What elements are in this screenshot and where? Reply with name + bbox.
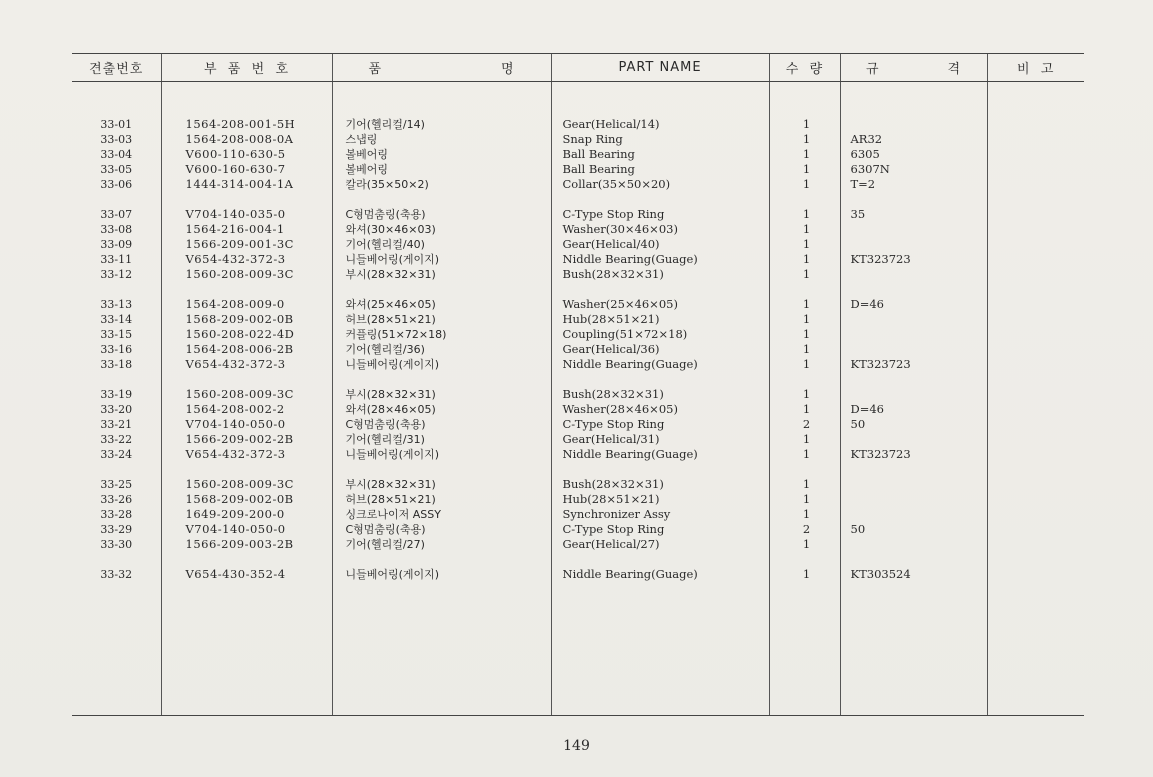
qty-cell: 1: [802, 327, 811, 341]
spec-cell: KT323723: [850, 252, 911, 266]
kor-cell: 니들베어링(게이지): [345, 358, 440, 371]
code-cell: 33-11: [100, 253, 133, 266]
part-cell: 1566-209-003-2B: [185, 537, 294, 551]
header-index-no: 견출번호: [72, 54, 161, 82]
eng-cell: Gear(Helical/40): [562, 237, 660, 251]
spec-cell: KT323723: [850, 447, 911, 461]
spec-cell: [841, 537, 987, 552]
spec-cell: [841, 342, 987, 357]
spec-cell: KT323723: [850, 357, 911, 371]
eng-cell: Gear(Helical/31): [562, 432, 660, 446]
group-spacer: [162, 372, 332, 387]
part-cell: V704-140-035-0: [185, 207, 286, 221]
part-cell: 1564-208-008-0A: [185, 132, 294, 146]
qty-cell: 1: [802, 297, 811, 311]
qty-cell: 1: [802, 177, 811, 191]
kor-cell: 니들베어링(게이지): [345, 448, 440, 461]
code-cell: 33-12: [100, 268, 133, 281]
code-cell: 33-22: [100, 433, 133, 446]
spec-cell: [841, 507, 987, 522]
group-spacer: [333, 552, 551, 567]
eng-cell: Bush(28×32×31): [562, 477, 664, 491]
table-body-row: [72, 82, 1084, 716]
kor-cell: 허브(28×51×21): [345, 493, 436, 506]
code-cell: 33-01: [100, 118, 133, 131]
eng-cell: Ball Bearing: [562, 162, 635, 176]
group-spacer: [770, 192, 840, 207]
eng-cell: C-Type Stop Ring: [562, 207, 665, 221]
eng-cell: Snap Ring: [562, 132, 623, 146]
eng-cell: Bush(28×32×31): [562, 387, 664, 401]
kor-cell: 부시(28×32×31): [345, 388, 436, 401]
part-cell: 1649-209-200-0: [185, 507, 285, 521]
eng-cell: Coupling(51×72×18): [562, 327, 688, 341]
group-spacer: [333, 372, 551, 387]
code-cell: 33-15: [100, 328, 133, 341]
qty-cell: 1: [802, 252, 811, 266]
eng-cell: Hub(28×51×21): [562, 312, 660, 326]
group-spacer: [333, 282, 551, 297]
qty-cell: 1: [802, 237, 811, 251]
kor-cell: 볼베어링: [345, 163, 389, 176]
kor-cell: 와셔(28×46×05): [345, 403, 436, 416]
group-spacer: [162, 282, 332, 297]
spec-cell: 6305: [850, 147, 880, 161]
spec-cell: 35: [850, 207, 866, 221]
group-spacer: [552, 282, 769, 297]
group-spacer: [72, 282, 161, 297]
header-korean-name: [332, 54, 551, 82]
eng-cell: Bush(28×32×31): [562, 267, 664, 281]
group-spacer: [162, 192, 332, 207]
code-cell: 33-19: [100, 388, 133, 401]
group-spacer: [841, 372, 987, 387]
kor-cell: 기어(헬리컬/40): [345, 238, 425, 251]
code-cell: 33-26: [100, 493, 133, 506]
group-spacer: [841, 552, 987, 567]
qty-cell: 1: [802, 567, 811, 581]
qty-cell: 1: [802, 432, 811, 446]
code-cell: 33-25: [100, 478, 133, 491]
qty-cell: 1: [802, 132, 811, 146]
group-spacer: [841, 282, 987, 297]
eng-cell: Washer(28×46×05): [562, 402, 678, 416]
code-cell: 33-21: [100, 418, 133, 431]
part-cell: 1560-208-009-3C: [185, 387, 294, 401]
qty-cell: 1: [802, 477, 811, 491]
part-cell: V654-432-372-3: [185, 252, 286, 266]
spec-cell: [841, 477, 987, 492]
code-cell: 33-14: [100, 313, 133, 326]
part-cell: 1566-209-002-2B: [185, 432, 294, 446]
eng-cell: Gear(Helical/36): [562, 342, 660, 356]
qty-cell: 1: [802, 222, 811, 236]
group-spacer: [552, 552, 769, 567]
qty-cell: 1: [802, 387, 811, 401]
kor-cell: 커플링(51×72×18): [345, 328, 447, 341]
spec-cell: [841, 432, 987, 447]
code-cell: 33-16: [100, 343, 133, 356]
part-cell: V654-430-352-4: [185, 567, 286, 581]
spec-cell: [841, 387, 987, 402]
part-cell: V654-432-372-3: [185, 447, 286, 461]
code-cell: 33-08: [100, 223, 133, 236]
spec-cell: [841, 237, 987, 252]
kor-cell: C형멈춤링(축용): [345, 208, 426, 221]
part-cell: 1568-209-002-0B: [185, 312, 294, 326]
code-cell: 33-05: [100, 163, 133, 176]
group-spacer: [72, 192, 161, 207]
spec-column: [840, 82, 987, 716]
qty-cell: 1: [802, 507, 811, 521]
group-spacer: [333, 192, 551, 207]
group-spacer: [552, 372, 769, 387]
qty-cell: 2: [802, 522, 811, 536]
code-cell: 33-09: [100, 238, 133, 251]
header-korean-name-b: 명: [501, 62, 515, 77]
qty-cell: 1: [802, 492, 811, 506]
kor-cell: C형멈춤링(축용): [345, 418, 426, 431]
index-column: [72, 82, 161, 716]
quantity-column: [769, 82, 840, 716]
header-part-number: 부 품 번 호: [161, 54, 332, 82]
part-cell: 1564-208-009-0: [185, 297, 285, 311]
qty-cell: 1: [802, 267, 811, 281]
part-cell: 1444-314-004-1A: [185, 177, 294, 191]
group-spacer: [841, 192, 987, 207]
eng-cell: Niddle Bearing(Guage): [562, 567, 698, 581]
group-spacer: [770, 552, 840, 567]
group-spacer: [552, 462, 769, 477]
part-cell: 1566-209-001-3C: [185, 237, 294, 251]
spec-cell: [841, 327, 987, 342]
parts-table: [72, 53, 1084, 716]
eng-cell: Niddle Bearing(Guage): [562, 357, 698, 371]
kor-cell: 니들베어링(게이지): [345, 253, 440, 266]
qty-cell: 1: [802, 312, 811, 326]
code-cell: 33-06: [100, 178, 133, 191]
kor-cell: 니들베어링(게이지): [345, 568, 440, 581]
kor-cell: 스냅링: [345, 133, 378, 146]
part-cell: V600-160-630-7: [185, 162, 286, 176]
eng-cell: Gear(Helical/14): [562, 117, 660, 131]
spec-cell: 50: [850, 417, 866, 431]
spec-cell: KT303524: [850, 567, 911, 581]
part-cell: 1560-208-009-3C: [185, 477, 294, 491]
kor-cell: 기어(헬리컬/31): [345, 433, 425, 446]
part-cell: 1564-208-001-5H: [185, 117, 296, 131]
eng-cell: Washer(25×46×05): [562, 297, 678, 311]
part-cell: 1564-216-004-1: [185, 222, 285, 236]
qty-cell: 1: [802, 147, 811, 161]
part-cell: V704-140-050-0: [185, 417, 286, 431]
kor-cell: 볼베어링: [345, 148, 389, 161]
part-cell: 1568-209-002-0B: [185, 492, 294, 506]
eng-cell: Ball Bearing: [562, 147, 635, 161]
spec-cell: [841, 222, 987, 237]
part-cell: V704-140-050-0: [185, 522, 286, 536]
kor-cell: 허브(28×51×21): [345, 313, 436, 326]
qty-cell: 1: [802, 447, 811, 461]
qty-cell: 2: [802, 417, 811, 431]
group-spacer: [770, 372, 840, 387]
group-spacer: [72, 462, 161, 477]
qty-cell: 1: [802, 117, 811, 131]
eng-cell: Synchronizer Assy: [562, 507, 671, 521]
spec-cell: [841, 117, 987, 132]
part-number-column: [161, 82, 332, 716]
kor-cell: 와셔(25×46×05): [345, 298, 436, 311]
header-row: [72, 54, 1084, 82]
code-cell: 33-07: [100, 208, 133, 221]
spec-cell: 6307N: [850, 162, 890, 176]
eng-cell: Hub(28×51×21): [562, 492, 660, 506]
code-cell: 33-32: [100, 568, 133, 581]
header-remarks: 비 고: [987, 54, 1084, 82]
group-spacer: [770, 462, 840, 477]
qty-cell: 1: [802, 537, 811, 551]
spec-cell: AR32: [850, 132, 883, 146]
kor-cell: 기어(헬리컬/36): [345, 343, 425, 356]
kor-cell: 칼라(35×50×2): [345, 178, 429, 191]
eng-cell: Gear(Helical/27): [562, 537, 660, 551]
code-cell: 33-28: [100, 508, 133, 521]
eng-cell: Washer(30×46×03): [562, 222, 678, 236]
group-spacer: [162, 462, 332, 477]
group-spacer: [162, 552, 332, 567]
code-cell: 33-30: [100, 538, 133, 551]
group-spacer: [770, 282, 840, 297]
header-quantity: 수 량: [769, 54, 840, 82]
qty-cell: 1: [802, 357, 811, 371]
part-cell: 1564-208-002-2: [185, 402, 285, 416]
header-spec: [840, 54, 987, 82]
qty-cell: 1: [802, 342, 811, 356]
part-name-column: [551, 82, 769, 716]
spec-cell: [841, 312, 987, 327]
group-spacer: [72, 372, 161, 387]
code-cell: 33-03: [100, 133, 133, 146]
qty-cell: 1: [802, 402, 811, 416]
remarks-column: [987, 82, 1084, 716]
qty-cell: 1: [802, 162, 811, 176]
code-cell: 33-18: [100, 358, 133, 371]
kor-cell: 와셔(30×46×03): [345, 223, 436, 236]
part-cell: 1560-208-022-4D: [185, 327, 295, 341]
kor-cell: 기어(헬리컬/14): [345, 118, 425, 131]
eng-cell: Niddle Bearing(Guage): [562, 252, 698, 266]
spec-cell: [841, 492, 987, 507]
part-cell: V600-110-630-5: [185, 147, 286, 161]
page-number: 149: [563, 738, 590, 754]
kor-cell: 부시(28×32×31): [345, 478, 436, 491]
eng-cell: Niddle Bearing(Guage): [562, 447, 698, 461]
part-cell: 1560-208-009-3C: [185, 267, 294, 281]
code-cell: 33-04: [100, 148, 133, 161]
code-cell: 33-29: [100, 523, 133, 536]
header-spec-b: 격: [947, 62, 962, 77]
group-spacer: [333, 462, 551, 477]
spec-cell: T=2: [850, 177, 876, 191]
spec-cell: [841, 267, 987, 282]
eng-cell: Collar(35×50×20): [562, 177, 671, 191]
kor-cell: 부시(28×32×31): [345, 268, 436, 281]
header-korean-name-a: 품: [368, 62, 381, 77]
spec-cell: 50: [850, 522, 866, 536]
part-cell: 1564-208-006-2B: [185, 342, 294, 356]
header-spec-a: 규: [865, 62, 880, 77]
code-cell: 33-24: [100, 448, 133, 461]
group-spacer: [552, 192, 769, 207]
kor-cell: C형멈춤링(축용): [345, 523, 426, 536]
part-cell: V654-432-372-3: [185, 357, 286, 371]
korean-name-column: [332, 82, 551, 716]
code-cell: 33-13: [100, 298, 133, 311]
group-spacer: [72, 552, 161, 567]
spec-cell: D=46: [850, 297, 884, 311]
kor-cell: 싱크로나이저 ASSY: [345, 508, 441, 521]
header-part-name: PART NAME: [551, 54, 769, 82]
qty-cell: 1: [802, 207, 811, 221]
eng-cell: C-Type Stop Ring: [562, 522, 665, 536]
eng-cell: C-Type Stop Ring: [562, 417, 665, 431]
kor-cell: 기어(헬리컬/27): [345, 538, 425, 551]
code-cell: 33-20: [100, 403, 133, 416]
spec-cell: D=46: [850, 402, 884, 416]
group-spacer: [841, 462, 987, 477]
